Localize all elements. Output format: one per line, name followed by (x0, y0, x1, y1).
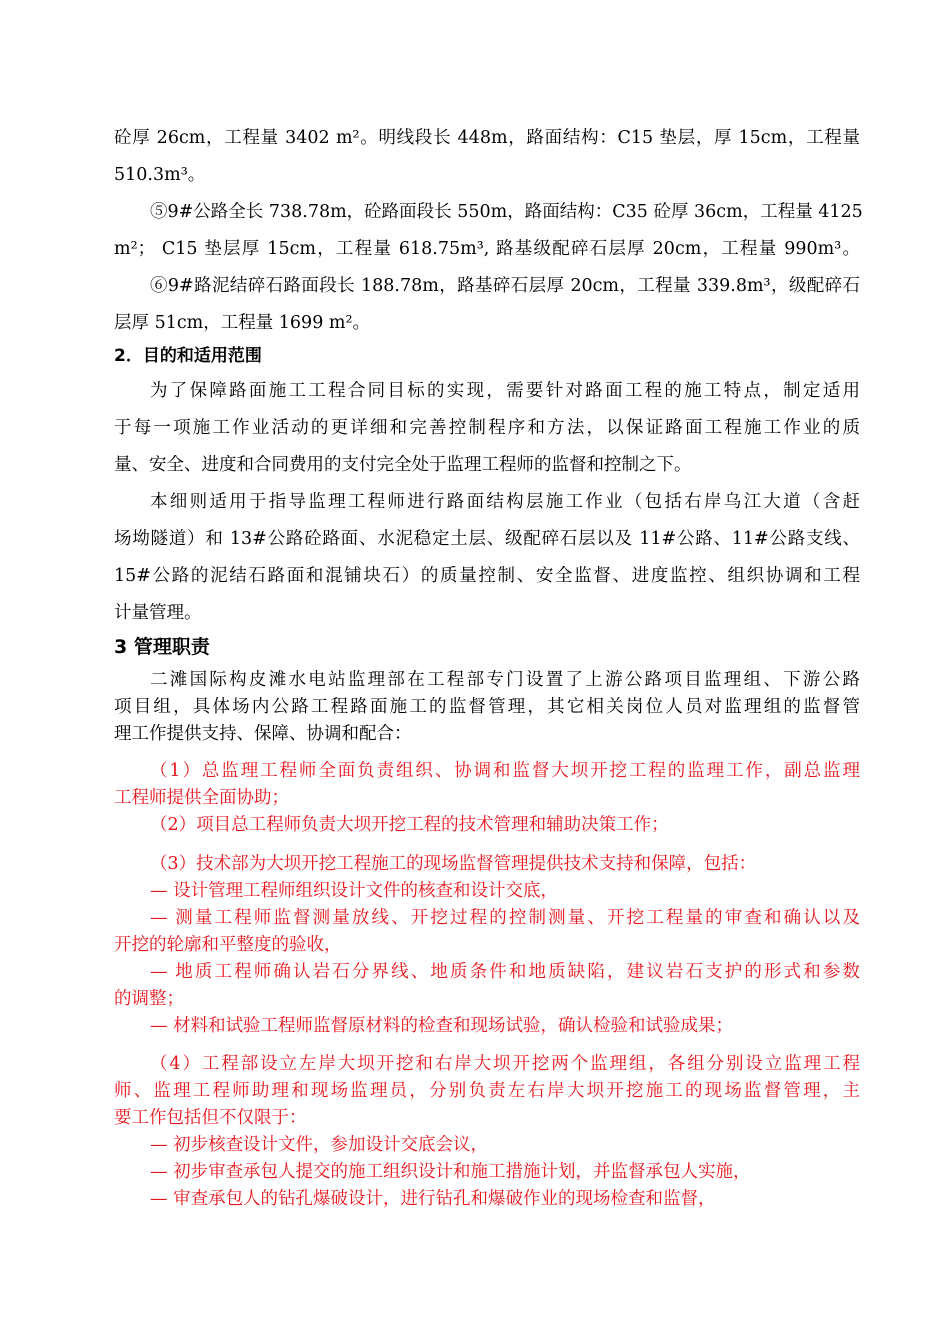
text-line: 510.3m³。 (114, 165, 206, 185)
red-text-line: （2）项目总工程师负责大坝开挖工程的技术管理和辅助决策工作； (150, 815, 669, 835)
red-text-line: — 地质工程师确认岩石分界线、地质条件和地质缺陷，建议岩石支护的形式和参数 (150, 962, 860, 982)
text-line: ⑤9#公路全长 738.78m，砼路面段长 550m，路面结构：C35 砼厚 36cm，工程量 4125 (150, 202, 863, 222)
red-text-line: 师、监理工程师助理和现场监理员，分别负责左右岸大坝开挖施工的现场监督管理，主 (114, 1081, 860, 1101)
red-text-line: 要工作包括但不仅限于： (114, 1108, 307, 1128)
text-line: 于每一项施工作业活动的更详细和完善控制程序和方法，以保证路面工程施工作业的质 (114, 418, 860, 438)
text-line: 理工作提供支持、保障、协调和配合： (114, 724, 412, 744)
red-text-line: — 测量工程师监督测量放线、开挖过程的控制测量、开挖工程量的审查和确认以及 (150, 908, 860, 928)
red-text-line: 的调整； (114, 989, 184, 1009)
text-line: 量、安全、进度和合同费用的支付完全处于监理工程师的监督和控制之下。 (114, 455, 692, 475)
red-text-line: 开挖的轮廓和平整度的验收， (114, 935, 342, 955)
section-heading: 2．目的和适用范围 (114, 346, 262, 366)
red-text-line: — 材料和试验工程师监督原材料的检查和现场试验，确认检验和试验成果； (150, 1016, 734, 1036)
text-line: m²； C15 垫层厚 15cm，工程量 618.75m³, 路基级配碎石层厚 20cm，工程量 990m³。 (114, 239, 860, 259)
red-text-line: 工程师提供全面协助； (114, 788, 289, 808)
text-line: 计量管理。 (114, 603, 202, 623)
section-heading: 3 管理职责 (114, 636, 210, 658)
text-line: 场坳隧道）和 13#公路砼路面、水泥稳定土层、级配碎石层以及 11#公路、11#公路支线、 (114, 529, 860, 549)
text-line: 本细则适用于指导监理工程师进行路面结构层施工作业（包括右岸乌江大道（含赶 (150, 492, 860, 512)
red-text-line: — 初步审查承包人提交的施工组织设计和施工措施计划，并监督承包人实施， (150, 1162, 751, 1182)
text-line: 15#公路的泥结石路面和混铺块石）的质量控制、安全监督、进度监控、组织协调和工程 (114, 566, 860, 586)
text-line: 项目组，具体场内公路工程路面施工的监督管理，其它相关岗位人员对监理组的监督管 (114, 697, 860, 717)
red-text-line: — 审查承包人的钻孔爆破设计，进行钻孔和爆破作业的现场检查和监督， (150, 1189, 716, 1209)
red-text-line: （4）工程部设立左岸大坝开挖和右岸大坝开挖两个监理组，各组分别设立监理工程 (150, 1054, 860, 1074)
red-text-line: — 设计管理工程师组织设计文件的核查和设计交底， (150, 881, 559, 901)
text-line: 为了保障路面施工工程合同目标的实现，需要针对路面工程的施工特点，制定适用 (150, 381, 860, 401)
text-line: ⑥9#路泥结碎石路面段长 188.78m，路基碎石层厚 20cm，工程量 339.8m³，级配碎石 (150, 276, 860, 296)
text-line: 二滩国际构皮滩水电站监理部在工程部专门设置了上游公路项目监理组、下游公路 (150, 670, 860, 690)
red-text-line: — 初步核查设计文件，参加设计交底会议， (150, 1135, 489, 1155)
text-line: 砼厚 26cm，工程量 3402 m²。明线段长 448m，路面结构：C15 垫层，厚 15cm，工程量 (114, 128, 860, 148)
red-text-line: （1）总监理工程师全面负责组织、协调和监督大坝开挖工程的监理工作，副总监理 (150, 761, 860, 781)
text-line: 层厚 51cm，工程量 1699 m²。 (114, 313, 370, 333)
red-text-line: （3）技术部为大坝开挖工程施工的现场监督管理提供技术支持和保障，包括： (150, 854, 757, 874)
